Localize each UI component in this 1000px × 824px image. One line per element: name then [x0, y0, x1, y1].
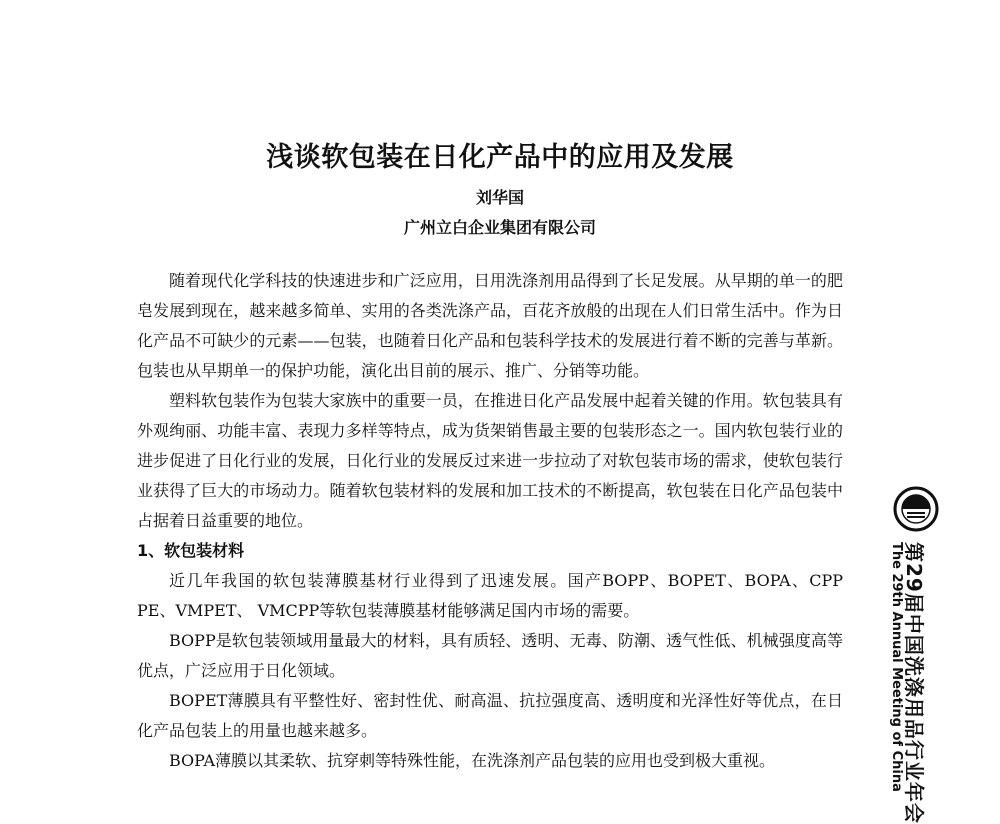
section-paragraph: 近几年我国的软包装薄膜基材行业得到了迅速发展。国产BOPP、BOPET、BOPA、CPP PE、VMPET、 VMCPP等软包装薄膜基材能够满足国内市场的需要。 — [137, 571, 843, 620]
paper-body — [137, 266, 843, 774]
section-paragraph-partial: BOPA薄膜以其柔软、抗穿刺等特殊性能，在洗涤剂产品包装的应用也受到极大重视。 — [169, 751, 776, 770]
author-name: 刘华国 — [475, 188, 524, 207]
conference-title-vertical: 第29届中国洗涤用品行业年会 — [902, 542, 926, 824]
section-paragraph: BOPET薄膜具有平整性好、密封性优、耐高温、抗拉强度高、透明度和光泽性好等优点，在日化产品包装上的用量也越来越多。 — [137, 691, 843, 740]
section-heading: 1、软包装材料 — [137, 541, 245, 560]
author-affiliation: 广州立白企业集团有限公司 — [403, 218, 596, 237]
conference-sidebar — [886, 486, 946, 824]
association-logo-icon — [893, 486, 939, 532]
intro-paragraph: 随着现代化学科技的快速进步和广泛应用，日用洗涤剂用品得到了长足发展。从早期的单一的肥皂发展到现在，越来越多简单、实用的各类洗涤产品，百花齐放般的出现在人们日常生活中。作为日化产品不可缺少的元素——包装，也随着日化产品和包装科学技术的发展进行着不断的完善与革新。包装也从早期单一的保护功能，演化出目前的展示、推广、分销等功能。 — [137, 271, 843, 380]
paper-title: 浅谈软包装在日化产品中的应用及发展 — [266, 142, 734, 173]
intro-paragraph: 塑料软包装作为包装大家族中的重要一员，在推进日化产品发展中起着关键的作用。软包装具有外观绚丽、功能丰富、表现力多样等特点，成为货架销售最主要的包装形态之一。国内软包装行业的进步促进了日化行业的发展，日化行业的发展反过来进一步拉动了对软包装市场的需求，使软包装行业获得了巨大的市场动力。随着软包装材料的发展和加工技术的不断提高，软包装在日化产品包装中占据着日益重要的地位。 — [137, 391, 843, 530]
conference-title-english: The 29th Annual Meeting of China — [889, 542, 904, 792]
section-paragraph: BOPP是软包装领域用量最大的材料，具有质轻、透明、无毒、防潮、透气性低、机械强度高等优点，广泛应用于日化领域。 — [137, 631, 843, 680]
